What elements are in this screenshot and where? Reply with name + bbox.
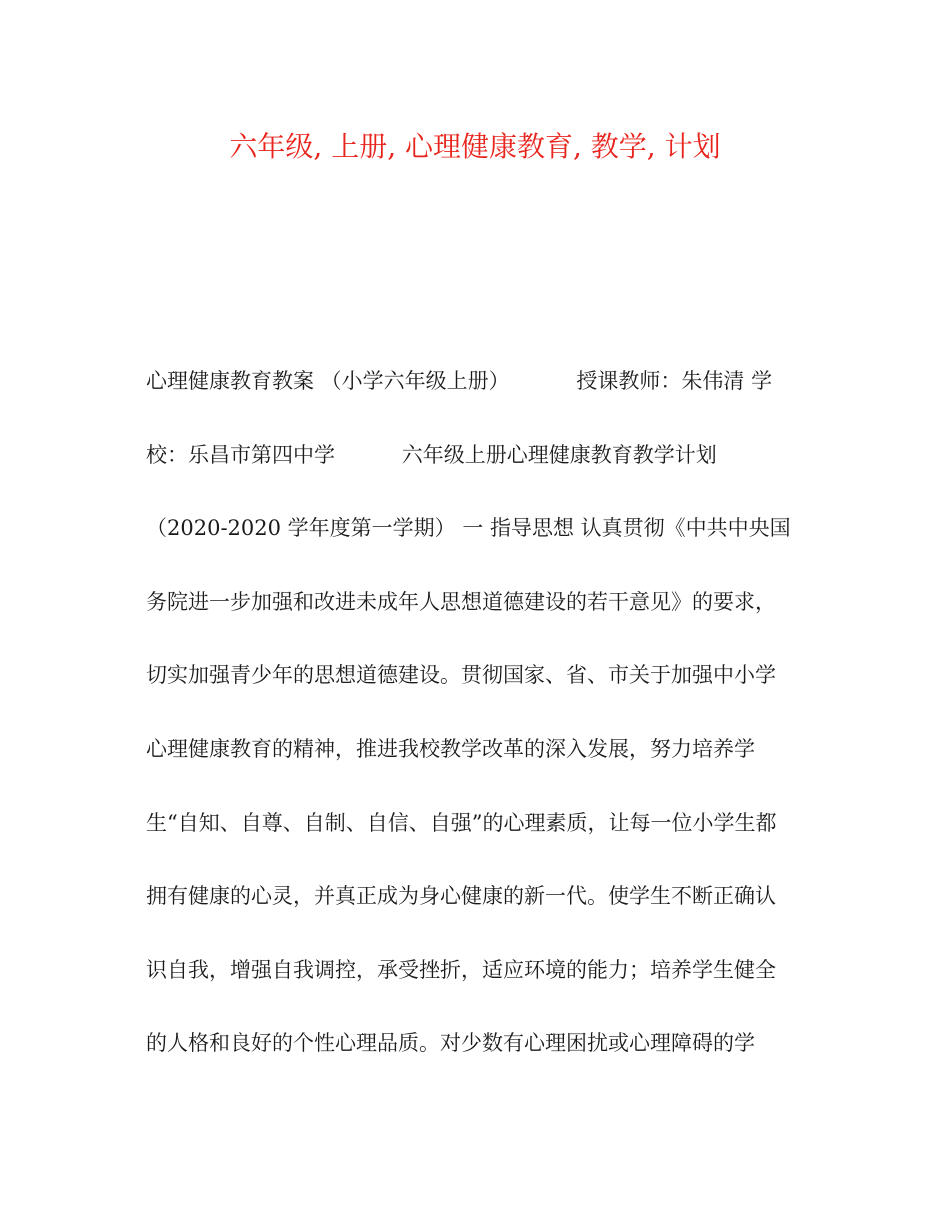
body-line: 识自我，增强自我调控，承受挫折，适应环境的能力；培养学生健全 <box>146 957 776 982</box>
body-line: 生“自知、自尊、自制、自信、自强”的心理素质，让每一位小学生都 <box>146 810 777 835</box>
body-line: 校：乐昌市第四中学 六年级上册心理健康教育教学计划 <box>146 442 717 467</box>
body-line: 心理健康教育教案 （小学六年级上册） 授课教师：朱伟清 学 <box>146 369 773 393</box>
body-line: 切实加强青少年的思想道德建设。贯彻国家、省、市关于加强中小学 <box>146 663 776 688</box>
document-body <box>146 355 806 1091</box>
body-line: （2020-2020 学年度第一学期） 一 指导思想 认真贯彻《中共中央国 <box>146 516 791 541</box>
document-title: 六年级, 上册, 心理健康教育, 教学, 计划 <box>229 130 721 163</box>
body-line: 心理健康教育的精神，推进我校教学改革的深入发展，努力培养学 <box>146 736 755 761</box>
body-line: 务院进一步加强和改进未成年人思想道德建设的若干意见》的要求， <box>146 589 776 614</box>
body-line: 拥有健康的心灵，并真正成为身心健康的新一代。使学生不断正确认 <box>146 884 776 909</box>
body-line: 的人格和良好的个性心理品质。对少数有心理困扰或心理障碍的学 <box>146 1031 755 1056</box>
